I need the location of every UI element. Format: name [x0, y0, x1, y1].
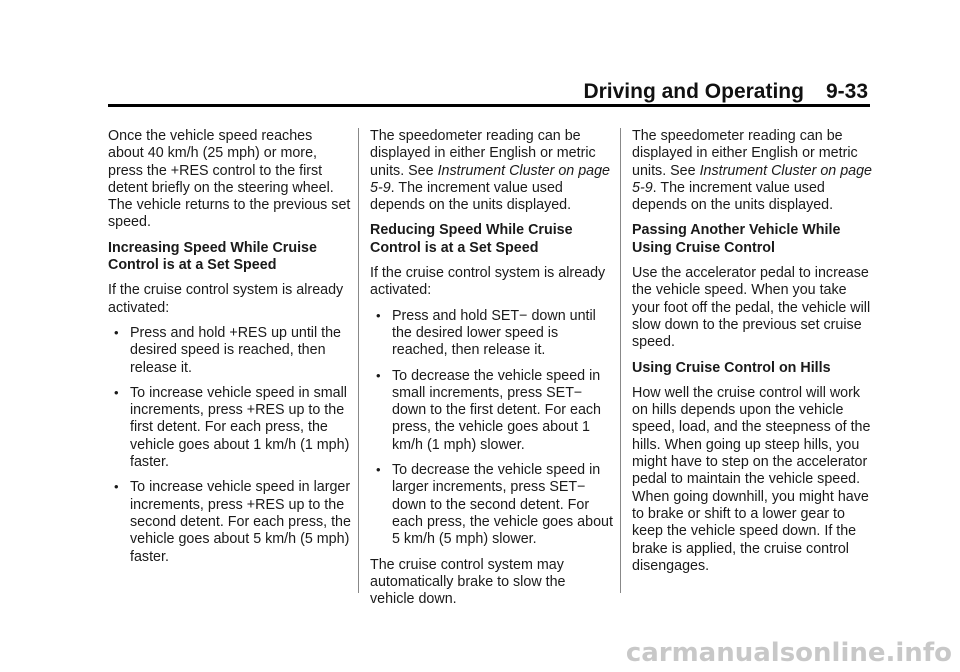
- paragraph: How well the cruise control will work on hills depends upon the vehicle speed, load, and the steepness of the hills. When going up steep hills, you might have to step on the accelerator pedal to maintain the vehicle speed. When going downhill, you might have to brake or shift to a lower gear to keep the vehicle speed down. If the brake is applied, the cruise control disengages.: [632, 384, 871, 574]
- watermark: carmanualsonline.info: [625, 638, 952, 668]
- list-item-text: Press and hold +RES up until the desired speed is reached, then release it.: [130, 324, 342, 376]
- paragraph: Once the vehicle speed reaches about 40 km/h (25 mph) or more, press the +RES control to the first detent briefly on the steering wheel. The vehicle returns to the previous set speed.: [108, 128, 351, 231]
- bullet-icon: •: [376, 462, 381, 478]
- list-item: [108, 325, 351, 377]
- column-1: [108, 128, 351, 574]
- cross-reference-link[interactable]: Instrument Cluster on page 5-9: [632, 162, 873, 196]
- list-item: [370, 308, 613, 360]
- page-header: [583, 80, 868, 104]
- list-item: [108, 479, 351, 565]
- header-rule: [108, 104, 870, 107]
- section-heading: Reducing Speed While Cruise Control is at a Set Speed: [370, 222, 573, 256]
- column-divider-2: [620, 128, 621, 593]
- bullet-icon: •: [376, 307, 381, 323]
- section-heading: Passing Another Vehicle While Using Cruise Control: [632, 222, 841, 256]
- list-item: [370, 368, 613, 454]
- list-item-text: To increase vehicle speed in larger increments, press +RES up to the second detent. For each press, the vehicle goes about 5 km/h (5 mph) faster.: [130, 479, 351, 565]
- bullet-icon: •: [114, 479, 119, 495]
- page-number: 9-33: [825, 80, 868, 103]
- list-item: [370, 462, 613, 548]
- bullet-icon: •: [114, 384, 119, 400]
- paragraph: Use the accelerator pedal to increase the vehicle speed. When you take your foot off the pedal, the vehicle will slow down to the previous set cruise speed.: [632, 265, 871, 351]
- text-run: . The increment value used depends on the units displayed.: [632, 179, 834, 214]
- paragraph: The cruise control system may automatically brake to slow the vehicle down.: [370, 556, 566, 608]
- text-run: The speedometer reading can be displayed in either English or metric units. See: [632, 128, 858, 179]
- section-title: Driving and Operating: [583, 80, 804, 103]
- paragraph: If the cruise control system is already activated:: [370, 265, 606, 299]
- column-divider-1: [358, 128, 359, 593]
- list-item-text: To decrease the vehicle speed in larger increments, press SET− down to the second detent. For each press, the vehicle goes about 5 km/h (5 mph) slower.: [392, 462, 613, 548]
- paragraph: If the cruise control system is already activated:: [108, 282, 344, 316]
- list-item-text: Press and hold SET− down until the desired lower speed is reached, then release it.: [392, 307, 596, 359]
- list-item-text: To decrease the vehicle speed in small increments, press SET− down to the first detent. For each press, the vehicle goes about 1 km/h (1 mph) slower.: [392, 367, 602, 453]
- section-heading: Using Cruise Control on Hills: [632, 359, 831, 376]
- bullet-icon: •: [376, 367, 381, 383]
- paragraph: [632, 128, 875, 214]
- column-3: [632, 128, 875, 583]
- list-item: [108, 385, 351, 471]
- section-heading: Increasing Speed While Cruise Control is at a Set Speed: [108, 239, 317, 274]
- list-item-text: To increase vehicle speed in small increments, press +RES up to the first detent. For each press, the vehicle goes about 1 km/h (1 mph) faster.: [130, 384, 350, 471]
- bullet-icon: •: [114, 324, 119, 340]
- text-run: The speedometer reading can be displayed in either English or metric units. See: [370, 128, 596, 179]
- column-2: [370, 128, 613, 616]
- paragraph: [370, 128, 613, 214]
- cross-reference-link[interactable]: Instrument Cluster on page 5-9: [370, 162, 611, 196]
- text-run: . The increment value used depends on the units displayed.: [370, 179, 572, 214]
